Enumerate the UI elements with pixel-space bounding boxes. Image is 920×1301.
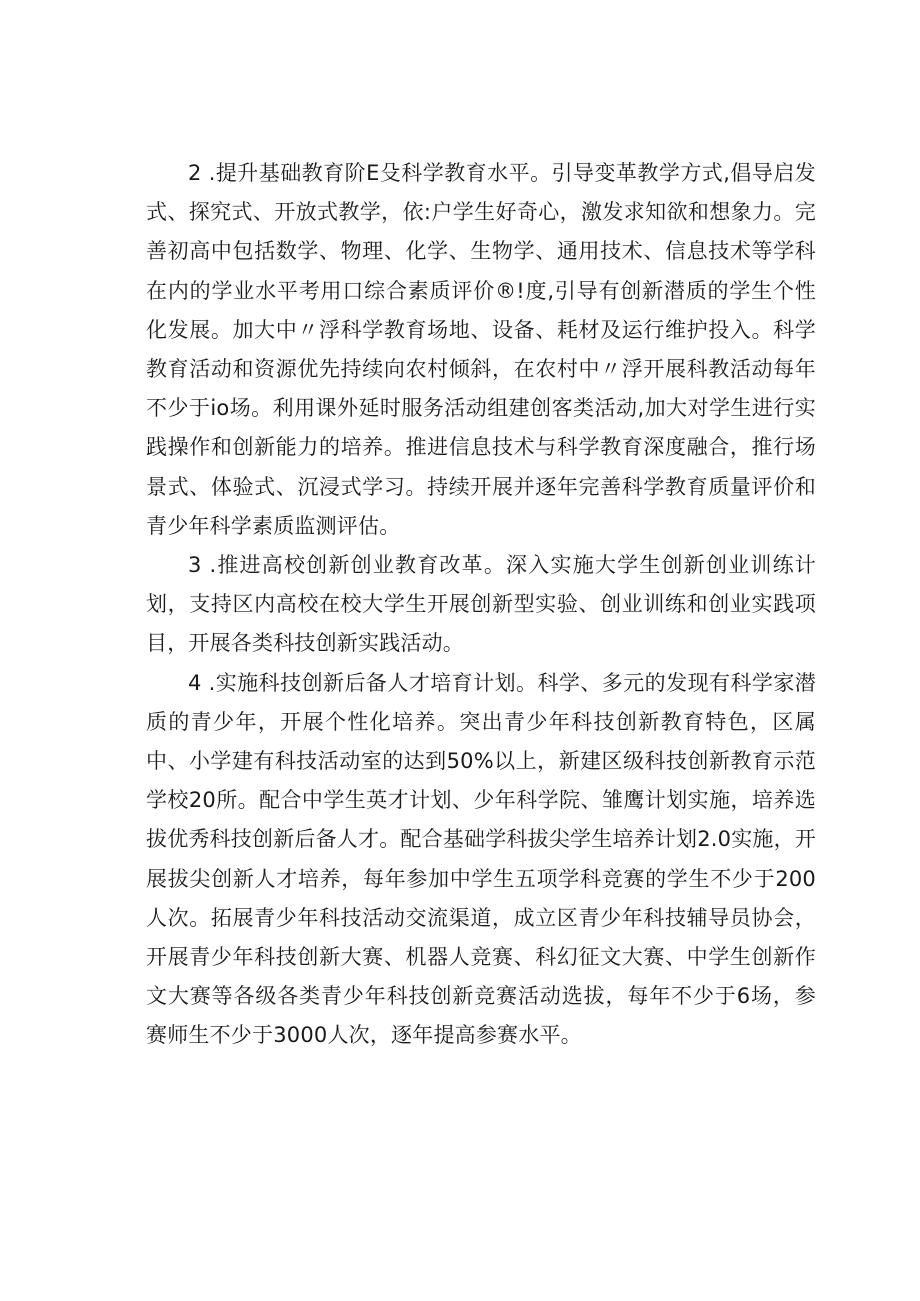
paragraph-basic-education: 2 .提升基础教育阶E殳科学教育水平。引导变革教学方式,倡导启发式、探究式、开放式教学，依:户学生好奇心，激发求知欲和想象力。完善初高中包括数学、物理、化学、生物学、通用技术、信息技术等学科在内的学业水平考用口综合素质评价®!度,引导有创新潜质的学生个性化发展。加大中〃浮科学教育场地、设备、耗材及运行维护投入。科学教育活动和资源优先持续向农村倾斜，在农村中〃浮开展科教活动每年不少于io场。利用课外延时服务活动组建创客类活动,加大对学生进行实践操作和创新能力的培养。推进信息技术与科学教育深度融合，推行场景式、体验式、沉浸式学习。持续开展并逐年完善科学教育质量评价和青少年科学素质监测评估。	[146, 161, 816, 538]
document-body	[146, 154, 816, 1056]
paragraph-talent-cultivation: 4 .实施科技创新后备人才培育计划。科学、多元的发现有科学家潜质的青少年，开展个性化培养。突出青少年科技创新教育特色，区属中、小学建有科技活动室的达到50%以上，新建区级科技创新教育示范学校20所。配合中学生英才计划、少年科学院、雏鹰计划实施，培养选拔优秀科技创新后备人才。配合基础学科拔尖学生培养计划2.0实施，开展拔尖创新人才培养，每年参加中学生五项学科竞赛的学生不少于200人次。拓展青少年科技活动交流渠道，成立区青少年科技辅导员协会，开展青少年科技创新大赛、机器人竞赛、科幻征文大赛、中学生创新作文大赛等各级各类青少年科技创新竞赛活动选拔，每年不少于6场，参赛师生不少于3000人次，逐年提高参赛水平。	[146, 670, 816, 1048]
paragraph-university-innovation: 3 .推进高校创新创业教育改革。深入实施大学生创新创业训练计划，支持区内高校在校大学生开展创新型实验、创业训练和创业实践项目，开展各类科技创新实践活动。	[146, 553, 816, 656]
